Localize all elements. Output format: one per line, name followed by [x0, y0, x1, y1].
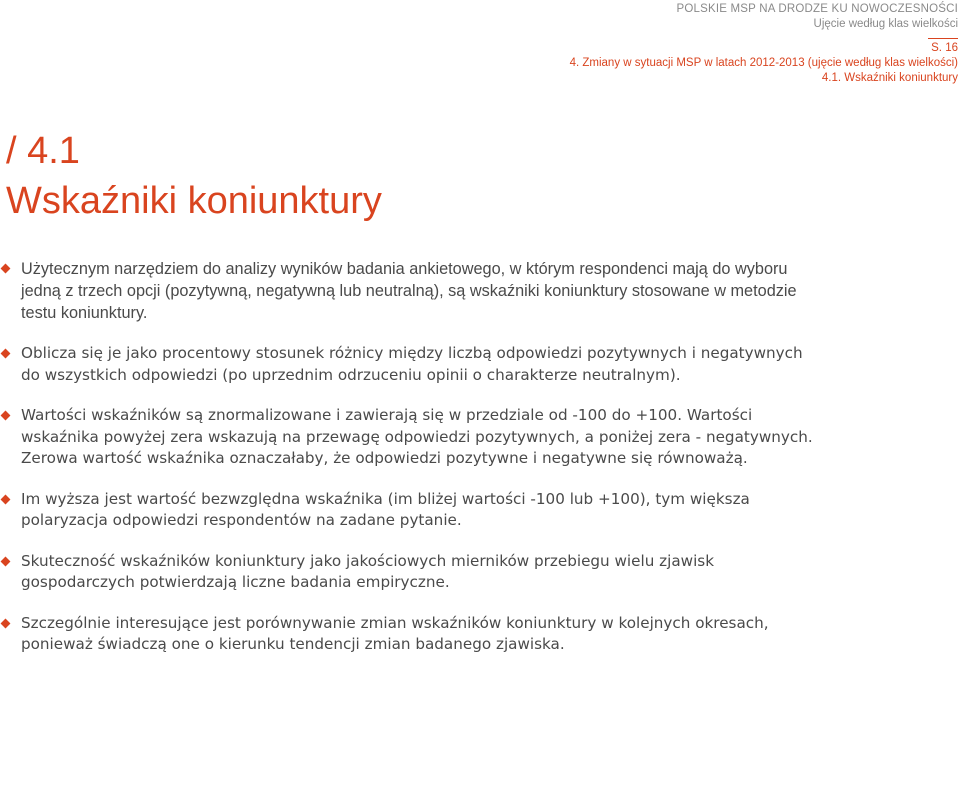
bullet-text: Wartości wskaźników są znormalizowane i zawierają się w przedziale od -100 do +100. Wartości wskaźnika powyżej zera wskazują na przewagę odpowiedzi pozytywnych, a poniżej zera - negatywnych. Zerowa wartość wskaźnika oznaczałaby, że odpowiedzi pozytywne i negatywne się równoważą. — [21, 406, 813, 467]
page-number: S. 16 — [931, 42, 958, 54]
bullet-text: Użytecznym narzędziem do analizy wyników badania ankietowego, w którym respondenci mają do wyboru jedną z trzech opcji (pozytywną, negatywną lub neutralną), są wskaźniki koniunktury stosowane w metodzie testu koniunktury. — [21, 260, 797, 322]
list-item — [0, 489, 960, 532]
diamond-bullet-icon — [1, 556, 11, 566]
publication-subtitle: Ujęcie według klas wielkości — [813, 18, 958, 30]
subsection-breadcrumb[interactable]: 4.1. Wskaźniki koniunktury — [821, 72, 958, 84]
diamond-bullet-icon — [1, 618, 11, 628]
page-title: Wskaźniki koniunktury — [6, 180, 382, 222]
bullet-text: Oblicza się je jako procentowy stosunek różnicy między liczbą odpowiedzi pozytywnych i negatywnych do wszystkich odpowiedzi (po uprzednim odrzuceniu opinii o charakterze neutralnym). — [21, 344, 803, 384]
publication-title: POLSKIE MSP NA DRODZE KU NOWOCZESNOŚCI — [676, 3, 958, 15]
header-divider — [928, 38, 958, 39]
diamond-bullet-icon — [1, 349, 11, 359]
list-item — [0, 343, 960, 386]
list-item — [0, 613, 960, 656]
diamond-bullet-icon — [1, 264, 11, 274]
bullet-text: Skuteczność wskaźników koniunktury jako jakościowych mierników przebiegu wielu zjawisk gospodarczych potwierdzają liczne badania empiryczne. — [21, 551, 715, 591]
bullet-list — [0, 258, 960, 675]
section-number: / 4.1 — [6, 130, 80, 172]
list-item — [0, 551, 960, 594]
diamond-bullet-icon — [1, 494, 11, 504]
list-item — [0, 405, 960, 470]
section-title — [6, 126, 382, 226]
section-breadcrumb[interactable]: 4. Zmiany w sytuacji MSP w latach 2012-2013 (ujęcie według klas wielkości) — [569, 57, 958, 69]
bullet-text: Im wyższa jest wartość bezwzględna wskaźnika (im bliżej wartości -100 lub +100), tym większa polaryzacja odpowiedzi respondentów na zadane pytanie. — [21, 489, 750, 529]
bullet-text: Szczególnie interesujące jest porównywanie zmian wskaźników koniunktury w kolejnych okresach, ponieważ świadczą one o kierunku tendencji zmian badanego zjawiska. — [21, 613, 769, 653]
diamond-bullet-icon — [1, 411, 11, 421]
page-header — [538, 2, 958, 86]
list-item — [0, 258, 960, 324]
